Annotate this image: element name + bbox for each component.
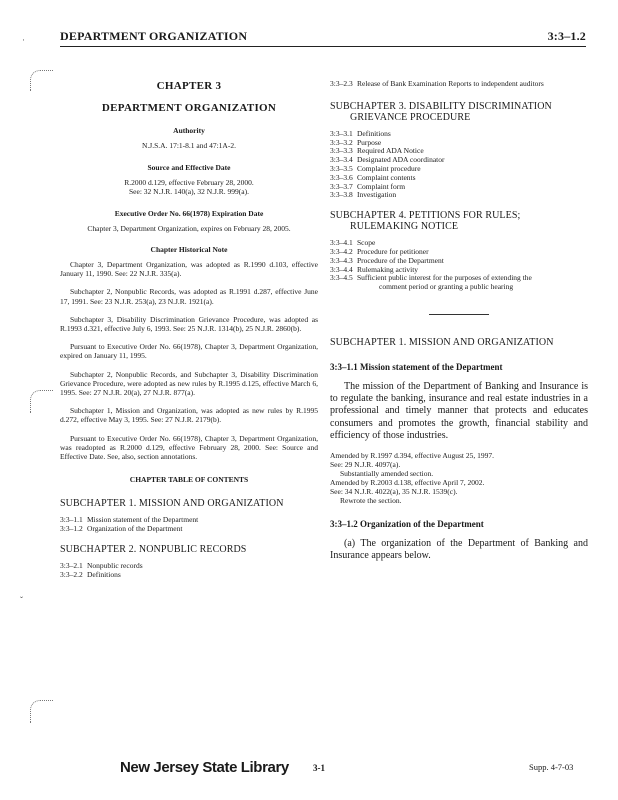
toc-entry-number: 3:3–3.3 [330,146,353,156]
toc-subchapter-heading-line: SUBCHAPTER 4. PETITIONS FOR RULES; [330,210,521,222]
toc-entry-title-line: Sufficient public interest for the purposes of extending the [357,273,532,283]
amendment-line: Rewrote the section. [340,495,402,505]
authority-heading: Authority [173,126,205,135]
toc-entry-number: 3:3–4.5 [330,273,353,283]
library-watermark: New Jersey State Library [120,759,289,776]
scan-mark: ˇ [20,595,23,605]
toc-subchapter-heading [330,101,588,123]
historical-note-paragraph: Subchapter 2, Nonpublic Records, was adopted as R.1991 d.287, effective June 17, 1991. See: 23 N.J.R. 253(a), 23 N.J.R. 1921(a). [60,287,318,306]
toc-entry-number: 3:3–4.3 [330,255,353,265]
toc-entry-title: Organization of the Department [87,524,183,534]
historical-note-heading: Chapter Historical Note [150,245,228,254]
toc-entry[interactable] [60,525,318,534]
executive-order-text: Chapter 3, Department Organization, expires on February 28, 2005. [87,223,291,233]
header-section-number: 3:3–1.2 [547,29,586,43]
toc-entry-title: Mission statement of the Department [87,515,199,525]
page-number: 3-1 [313,763,325,773]
source-text [60,178,318,197]
toc-entry-number: 3:3–3.8 [330,190,353,200]
section-heading: 3:3–1.2 Organization of the Department [330,518,484,529]
toc-entry-title: Complaint contents [357,172,416,182]
toc-entry-number: 3:3–4.1 [330,238,353,248]
toc-entry-number: 3:3–3.1 [330,128,353,138]
toc-entry-title: Designated ADA coordinator [357,155,445,165]
toc-list [330,239,588,292]
toc-entry-title: Nonpublic records [87,560,143,570]
toc-entry-number: 3:3–3.7 [330,181,353,191]
toc-entry-title: Investigation [357,190,397,200]
toc-entry-title: Definitions [357,128,391,138]
toc-entry-title: Procedure of the Department [357,255,444,265]
toc-entry-number: 3:3–3.5 [330,163,353,173]
toc-subchapter-heading: SUBCHAPTER 2. NONPUBLIC RECORDS [60,543,247,555]
toc-entry[interactable] [330,274,588,292]
left-column [60,80,318,589]
toc-subchapter-heading [330,210,588,232]
subchapter-heading: SUBCHAPTER 1. MISSION AND ORGANIZATION [330,336,554,348]
source-line: R.2000 d.129, effective February 28, 2000. [124,177,254,187]
supplement-date: Supp. 4-7-03 [529,762,574,772]
section-body: The mission of the Department of Banking and Insurance is to regulate the banking, insurance and real estate industries in a professional and timely manner that protects and educates consumers and promotes the growth, financial stability and efficiency of those industries. [330,380,588,441]
scan-mark: · [22,35,25,45]
section-body: (a) The organization of the Department of Banking and Insurance appears below. [330,537,588,562]
executive-order-heading: Executive Order No. 66(1978) Expiration Date [114,208,264,218]
toc-subchapter-heading-line: GRIEVANCE PROCEDURE [350,111,471,123]
toc-subchapter-heading: SUBCHAPTER 1. MISSION AND ORGANIZATION [60,498,284,510]
amendment-line: See: 34 N.J.R. 4022(a), 35 N.J.R. 1539(c). [330,486,458,496]
toc-entry[interactable] [330,191,588,200]
toc-entry-title: Rulemaking activity [357,264,419,274]
historical-note-paragraph: Pursuant to Executive Order No. 66(1978), Chapter 3, Department Organization, expired on January 11, 1995. [60,342,318,361]
historical-note-paragraph: Chapter 3, Department Organization, was adopted as R.1990 d.103, effective January 11, 1990. See: 22 N.J.R. 335(a). [60,260,318,279]
toc-entry-number: 3:3–2.1 [60,560,83,570]
toc-list [330,130,588,200]
right-column [330,80,588,571]
toc-entry-title: Scope [357,238,376,248]
amendment-line: Amended by R.1997 d.394, effective August 25, 1997. [330,450,495,460]
toc-entry-title: Purpose [357,137,382,147]
authority-text: N.J.S.A. 17:1-8.1 and 47:1A-2. [142,141,236,150]
running-header [60,29,586,47]
historical-note-paragraph: Subchapter 3, Disability Discrimination Grievance Procedure, was adopted as R.1993 d.321, effective July 6, 1993. See: 25 N.J.R. 1314(b), 25 N.J.R. 2860(b). [60,314,318,334]
toc-entry-number: 3:3–2.2 [60,569,83,579]
punch-hole-mark [30,700,53,723]
toc-entry[interactable] [330,80,588,89]
amendment-line: See: 29 N.J.R. 4097(a). [330,459,401,469]
toc-entry-number: 3:3–4.2 [330,246,353,256]
toc-entry-number: 3:3–3.4 [330,155,353,165]
source-heading: Source and Effective Date [147,162,231,172]
source-line: See: 32 N.J.R. 140(a), 32 N.J.R. 999(a). [129,187,249,196]
header-title: DEPARTMENT ORGANIZATION [60,29,248,43]
toc-entry-number: 3:3–2.3 [330,79,353,88]
section-divider [429,314,489,315]
toc-list [60,562,318,580]
punch-hole-mark [30,70,53,91]
toc-entry-title: Release of Bank Examination Reports to independent auditors [357,79,544,88]
toc-list [330,80,588,89]
toc-entry-title: Required ADA Notice [357,146,424,156]
toc-entry-number: 3:3–3.2 [330,137,353,147]
historical-note-paragraph: Pursuant to Executive Order No. 66(1978), Chapter 3, Department Organization, was readopted as R.2000 d.129, effective February 28, 2000. See: Source and Effective Date. See, also, section annotations. [60,433,318,462]
historical-note-paragraph: Subchapter 1, Mission and Organization, was adopted as new rules by R.1995 d.272, effective May 3, 1995. See: 27 N.J.R. 2179(b). [60,406,318,425]
toc-entry-number: 3:3–1.1 [60,515,83,525]
amendment-note [330,451,588,505]
toc-entry-title: Complaint form [357,181,406,191]
chapter-title: DEPARTMENT ORGANIZATION [101,102,277,114]
toc-entry-number: 3:3–1.2 [60,524,83,534]
historical-note-paragraph: Subchapter 2, Nonpublic Records, and Subchapter 3, Disability Discrimination Grievance Procedure, were adopted as new rules by R.1995 d.125, effective March 6, 1995. See: 27 N.J.R. 20(a), 27 N.J.R. 877(a). [60,369,318,398]
amendment-line: Amended by R.2003 d.138, effective April 7, 2002. [330,477,485,487]
toc-entry-number: 3:3–3.6 [330,172,353,182]
toc-entry-title: Procedure for petitioner [357,246,429,256]
punch-hole-mark [30,390,53,413]
toc-entry-title: Complaint procedure [357,163,421,173]
chapter-number: CHAPTER 3 [156,80,222,92]
table-of-contents-heading: CHAPTER TABLE OF CONTENTS [129,475,249,485]
toc-subchapter-heading-line: RULEMAKING NOTICE [350,221,459,233]
toc-entry[interactable] [60,571,318,580]
toc-entry-title [357,274,588,292]
toc-subchapter-heading-line: SUBCHAPTER 3. DISABILITY DISCRIMINATION [330,100,552,112]
amendment-line: Substantially amended section. [340,468,434,478]
toc-entry-title: Definitions [87,569,121,579]
toc-entry-number: 3:3–4.4 [330,264,353,274]
toc-entry-title-line: comment period or granting a public hearing [379,282,514,292]
section-heading: 3:3–1.1 Mission statement of the Department [330,361,503,372]
toc-list [60,516,318,534]
